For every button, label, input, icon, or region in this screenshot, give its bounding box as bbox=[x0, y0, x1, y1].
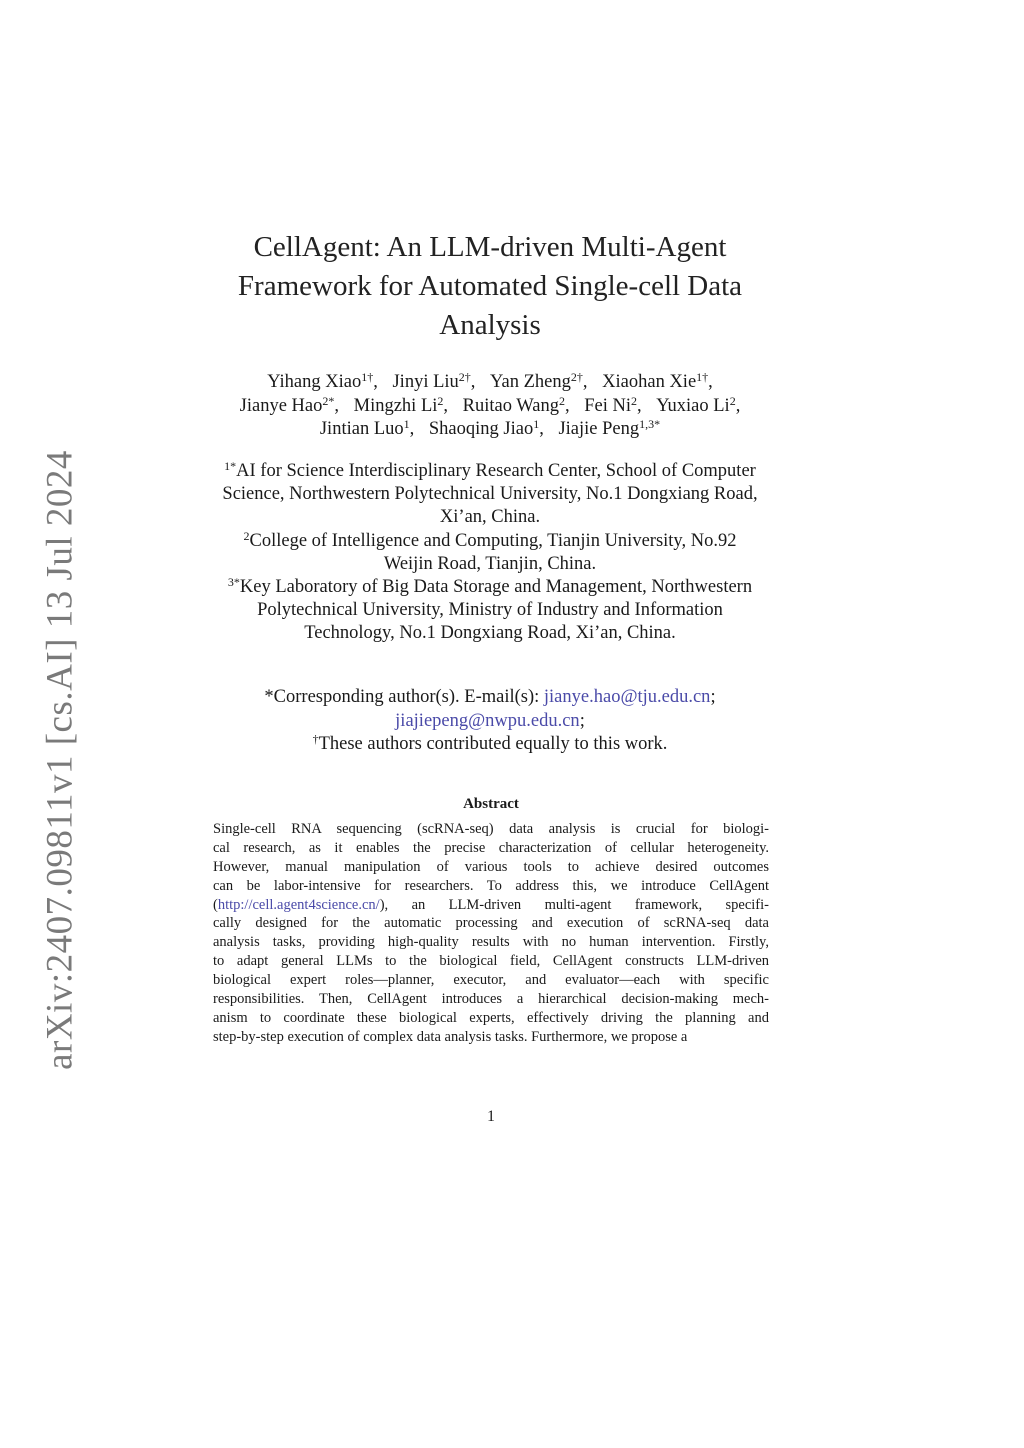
affiliation-line: $^{3*}$Key Laboratory of Big Data Storage and Management, Northwestern bbox=[227, 575, 753, 598]
affiliation-line: Polytechnical University, Ministry of Industry and Information bbox=[257, 600, 723, 621]
author: Mingzhi Li$^2$, bbox=[353, 393, 449, 416]
corresponding-label: *Corresponding author(s). E-mail(s): bbox=[264, 687, 544, 707]
title-line: Framework for Automated Single-cell Data bbox=[237, 270, 743, 302]
email-link[interactable]: jianye.hao@tju.edu.cn bbox=[543, 687, 711, 707]
abstract-line: anism to coordinate these biological experts, effectively driving the planning and bbox=[213, 1009, 769, 1026]
abstract-line: step-by-step execution of complex data analysis tasks. Furthermore, we propose a bbox=[213, 1028, 688, 1045]
author: Jianye Hao$^{2*}$, bbox=[239, 393, 339, 416]
abstract-line: to adapt general LLMs to the biological field, CellAgent constructs LLM-driven bbox=[213, 953, 769, 970]
author: Yihang Xiao$^{1\dagger}$, bbox=[267, 370, 378, 392]
title-line: CellAgent: An LLM-driven Multi-Agent bbox=[253, 231, 727, 263]
author-list bbox=[160, 371, 820, 442]
affiliation-line: $^2$College of Intelligence and Computing, Tianjin University, No.92 bbox=[243, 528, 737, 551]
abstract-heading: Abstract bbox=[463, 796, 519, 812]
abstract-line: cally designed for the automatic processing and execution of scRNA-seq data bbox=[213, 915, 769, 932]
affiliation-line: Xi’an, China. bbox=[439, 507, 541, 528]
correspondence-note: *Corresponding author(s). E-mail(s): jianye.hao@tju.edu.cn; jiajiepeng@nwpu.edu.cn; †These authors contributed equally to this work. bbox=[160, 686, 820, 757]
page-number: 1 bbox=[487, 1108, 495, 1125]
author: Shaoqing Jiao$^1$, bbox=[428, 417, 544, 439]
arxiv-stamp-text: arXiv:2407.09811v1 [cs.AI] 13 Jul 2024 bbox=[39, 450, 81, 1070]
abstract-line: cal research, as it enables the precise characterization of cellular heterogeneity. bbox=[213, 839, 769, 856]
author: Jiajie Peng$^{1,3*}$ bbox=[558, 417, 661, 439]
paper-title bbox=[200, 228, 780, 345]
abstract-line: biological expert roles—planner, executor, and evaluator—each with specific bbox=[213, 972, 769, 989]
affiliation-line: Technology, No.1 Dongxiang Road, Xi’an, China. bbox=[304, 623, 676, 644]
author: Yan Zheng$^{2\dagger}$, bbox=[490, 370, 588, 392]
affiliation-line: Weijin Road, Tianjin, China. bbox=[383, 553, 597, 574]
author: Jinyi Liu$^{2\dagger}$, bbox=[392, 370, 476, 392]
abstract-line: (http://cell.agent4science.cn/), an LLM-driven multi-agent framework, specifi- bbox=[213, 896, 769, 913]
affiliations bbox=[160, 460, 820, 646]
author: Jintian Luo$^1$, bbox=[319, 417, 415, 439]
author: Ruitao Wang$^2$, bbox=[462, 393, 570, 416]
abstract-line: However, manual manipulation of various tools to achieve desired outcomes bbox=[213, 858, 769, 875]
affiliation-line: Science, Northwestern Polytechnical University, No.1 Dongxiang Road, bbox=[222, 484, 758, 505]
title-line: Analysis bbox=[439, 309, 541, 341]
affiliation-line: $^{1*}$AI for Science Interdisciplinary Research Center, School of Computer bbox=[224, 459, 756, 481]
abstract-line: analysis tasks, providing high-quality results with no human intervention. Firstly, bbox=[213, 934, 769, 951]
author: Xiaohan Xie$^{1\dagger}$, bbox=[602, 370, 713, 392]
abstract-line: Single-cell RNA sequencing (scRNA-seq) data analysis is crucial for biologi- bbox=[213, 821, 769, 837]
project-url-link[interactable]: http://cell.agent4science.cn/ bbox=[217, 896, 380, 913]
author: Yuxiao Li$^2$, bbox=[656, 393, 741, 416]
author: Fei Ni$^2$, bbox=[584, 393, 642, 416]
abstract-body bbox=[213, 820, 769, 1047]
email-link[interactable]: jiajiepeng@nwpu.edu.cn bbox=[395, 710, 580, 731]
equal-contribution-note: †These authors contributed equally to this work. bbox=[312, 732, 668, 754]
abstract-line: can be labor-intensive for researchers. To address this, we introduce CellAgent bbox=[213, 877, 769, 894]
abstract-line: responsibilities. Then, CellAgent introduces a hierarchical decision-making mech- bbox=[213, 991, 769, 1008]
